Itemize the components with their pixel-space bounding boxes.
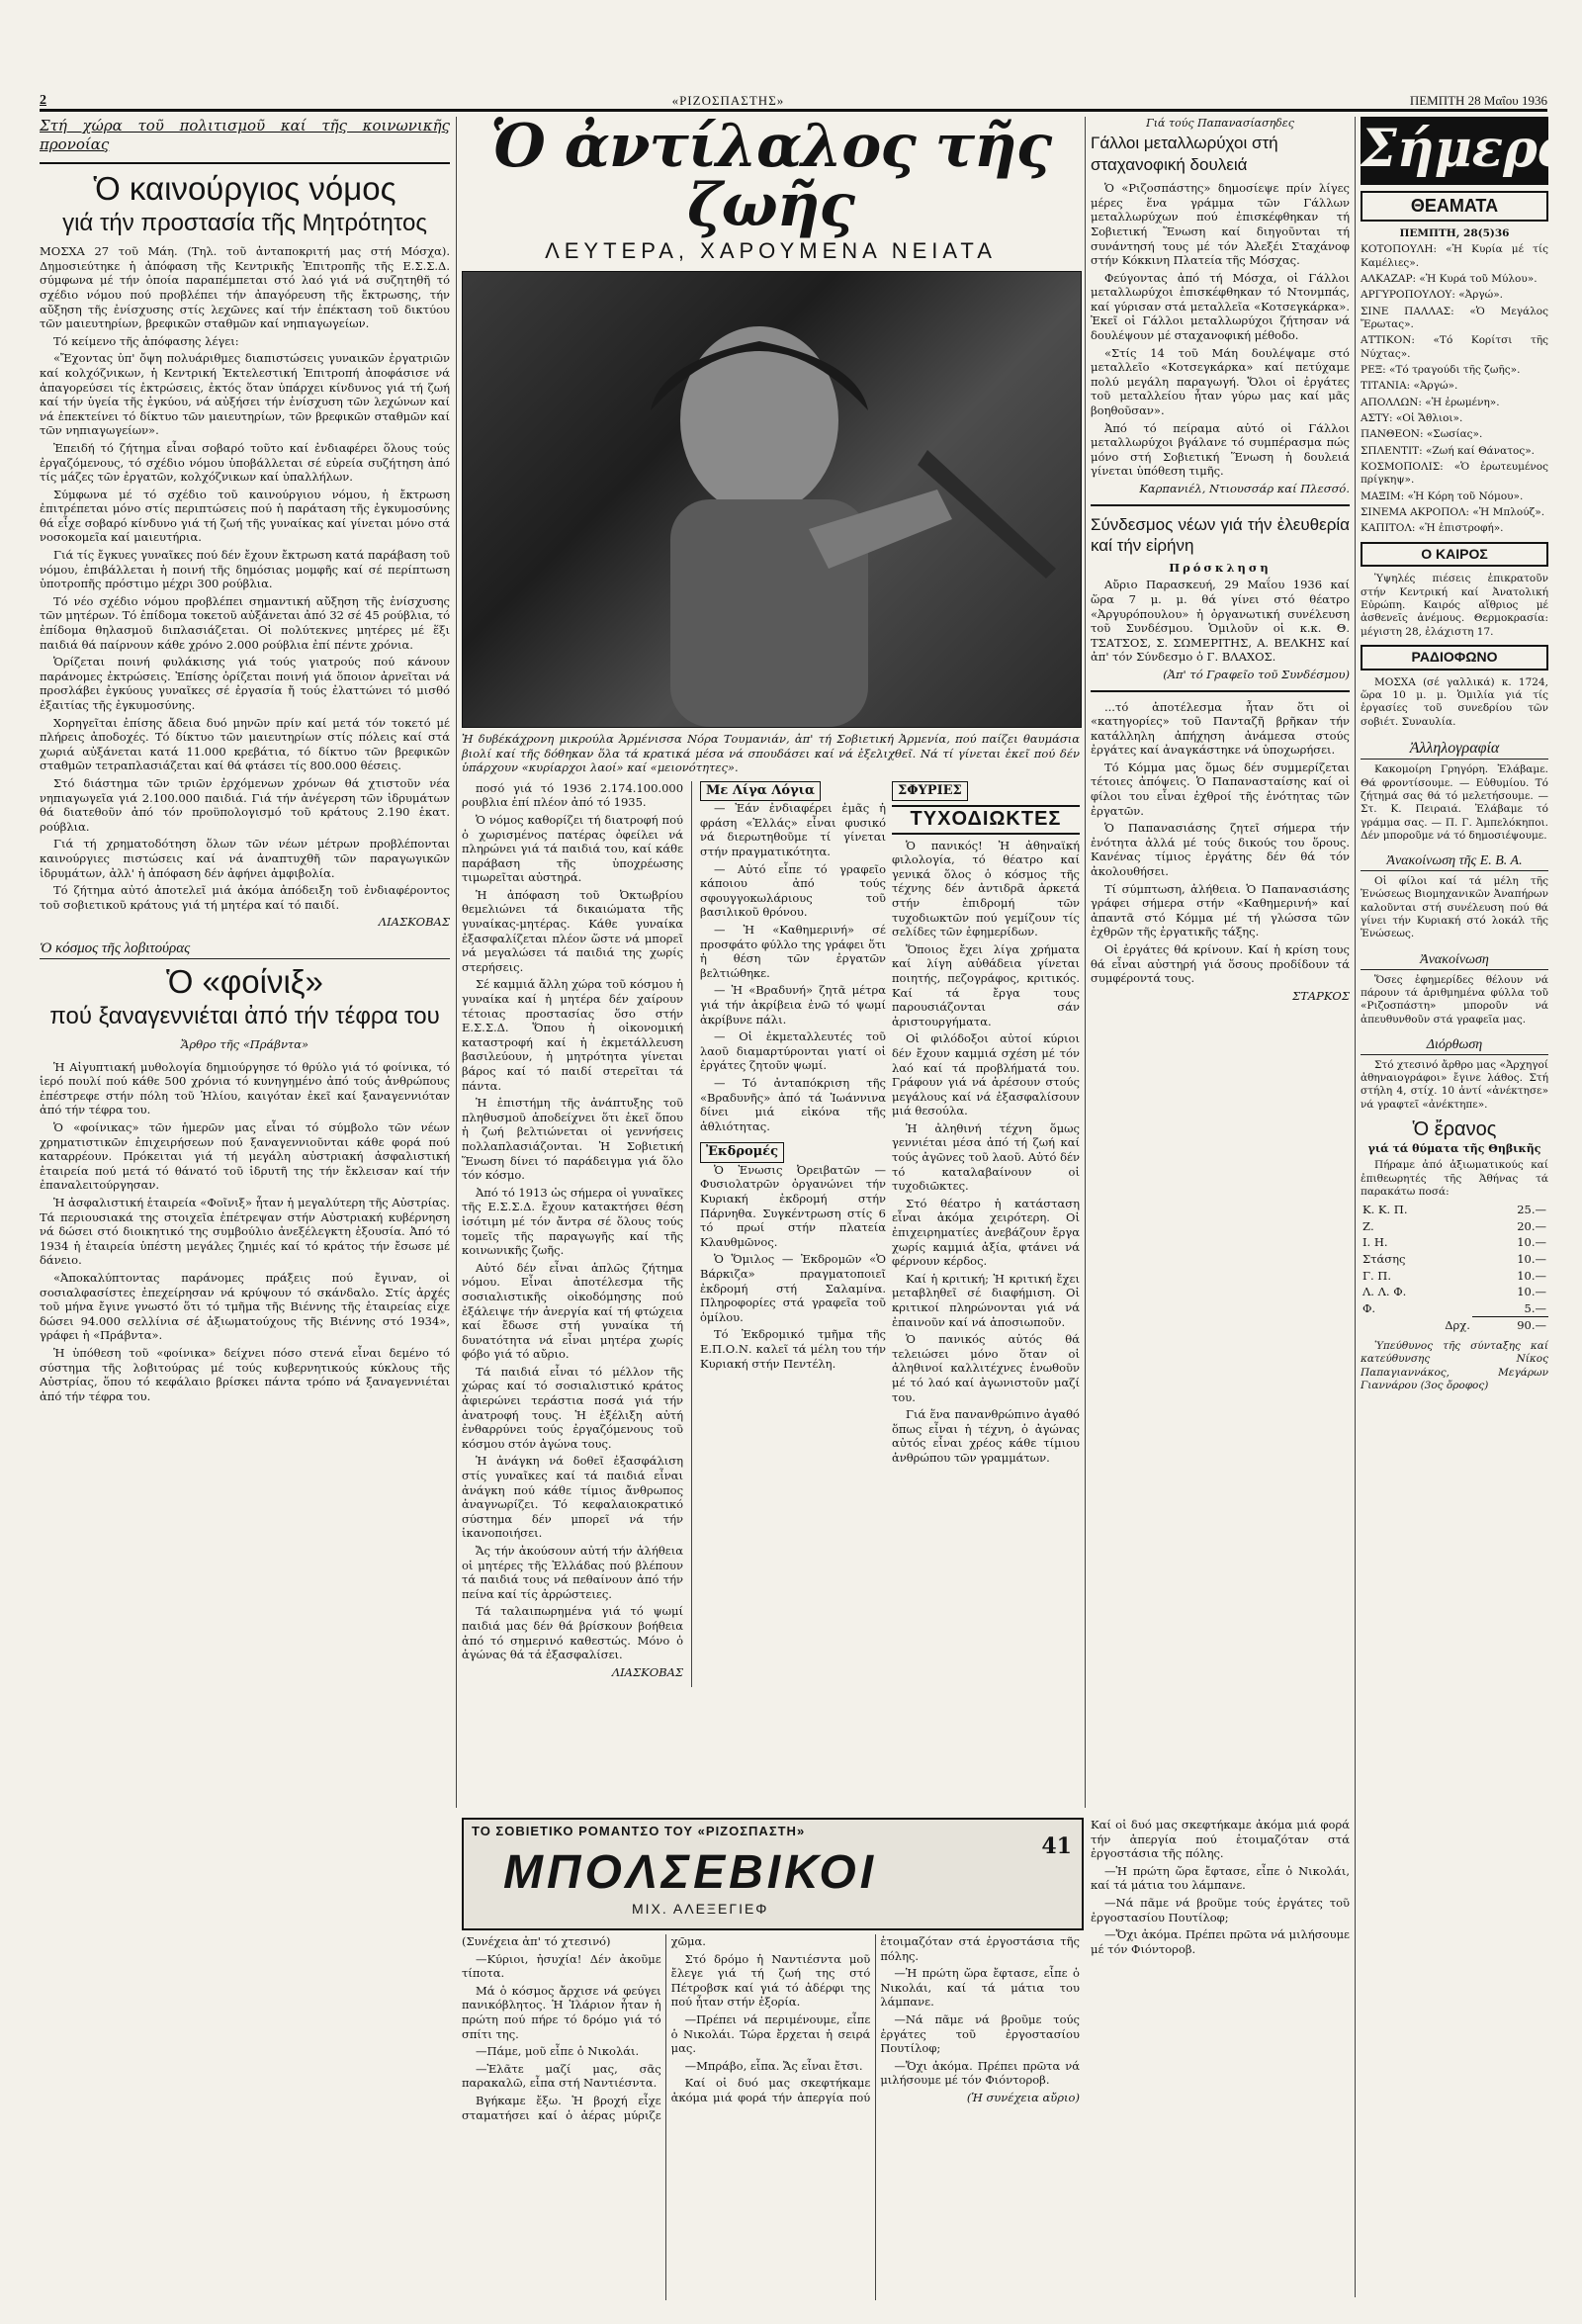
- listing-item: ΣΙΝΕΜΑ ΑΚΡΟΠΟΛ: «Ἡ Μπλούζ».: [1361, 505, 1545, 518]
- paragraph: Ὁρίζεται ποινή φυλάκισης γιά τούς γιατρούς πού κάνουν παράνομες ἐκτρώσεις. Ἐπίσης ὁρίζεται ποινή γιά ὅποιον ἀρνεῖται νά προσλάβει ἐγκύους γυναῖκες σέ ἐργασία ἤ τούς ἐλαττώνει τό μισθό ἐξαιτίας τῆς ἐγκυμοσύνης.: [40, 655, 450, 713]
- paragraph: Αὐτό δέν εἶναι ἁπλῶς ζήτημα νόμου. Εἶναι ἀποτέλεσμα τῆς σοσιαλιστικῆς οἰκοδόμησης πού ἐξάλειψε τήν ἀνεργία καί τή φτώχεια καί ἔδωσε στή γυναίκα τή δυνατότητα νά εἶναι μητέρα χωρίς φόβο γιά τό αὔριο.: [462, 1260, 684, 1362]
- column-divider: [1355, 117, 1356, 2297]
- paragraph: Χορηγεῖται ἐπίσης ἄδεια δυό μηνῶν πρίν καί μετά τόν τοκετό μέ πλήρεις ἀποδοχές. Τό δίκτυο τῶν μαιευτηρίων στίς πόλεις καί στά χωριά αὐξάνεται κατά 11.000 κρεβάτια, τό δίκτυο τῶν βρεφικῶν σταθμῶν τετραπλασιάζεται καί θά φτάσει τίς 800.000 θέσεις.: [40, 715, 450, 773]
- paragraph: Ἡ ἀσφαλιστική ἑταιρεία «Φοῖνιξ» ἦταν ἡ μεγαλύτερη τῆς Αὐστρίας. Τά περιουσιακά της στοιχεῖα ἐπέτρεψαν στήν Αὐστριακή κυβέρνηση νά δώσει στό διοικητικό της συμβούλιο ἀνεξέλεγκτη ἐξουσία. Ἀπό τό 1934 ἡ ἑταιρεία ὑπέστη μεγάλες ζημιές καί τό κράτος τήν ἔσωσε μέ δάνειο.: [40, 1196, 450, 1268]
- paragraph: —Ὄχι ἀκόμα. Πρέπει πρῶτα νά μιλήσουμε μέ τόν Φιόντοροβ.: [1091, 1927, 1350, 1956]
- divider: [1091, 690, 1350, 692]
- brief-item: Ὁ Ὅμιλος — Ἐκδρομῶν «Ὁ Βάρκιζα» πραγματοποιεῖ ἐκδρομή στή Σαλαμίνα. Πληροφορίες στά γραφεῖα τοῦ ὁμίλου.: [700, 1252, 886, 1324]
- listing-item: ΚΑΠΙΤΟΛ: «Ἡ ἐπιστροφή».: [1361, 522, 1504, 535]
- weather-heading: Ο ΚΑΙΡΟΣ: [1361, 542, 1548, 568]
- paragraph: Στό θέατρο ἡ κατάσταση εἶναι ἀκόμα χειρότερη. Οἱ ἐπιχειρηματίες ἀνεβάζουν ἔργα χωρίς καμμιά ἀξία, φτάνει νά φέρνουν κέρδος.: [892, 1196, 1080, 1269]
- article-subhead: Πρόσκληση: [1169, 560, 1272, 575]
- paragraph: —Πρέπει νά περιμένουμε, εἶπε ὁ Νικολάι. Τώρα ἔρχεται ἡ σειρά μας.: [670, 2011, 871, 2056]
- paragraph: Ὁ «Ριζοσπάστης» δημοσίεψε πρίν λίγες μέρες ἕνα γράμμα τῶν Γάλλων μεταλλωρύχων πού ἐπισκέφθηκαν τή Σοβιετική Ἕνωση καί διηγοῦνται τή συνάντησή τους μέ τόν Ἀλεξέι Σταχάνοφ στήν Κόκκινη Πλατεία τῆς Μόσχας.: [1091, 181, 1350, 268]
- column-2-lower: [462, 781, 1080, 1688]
- paragraph: —Ἐλᾶτε μαζί μας, σᾶς παρακαλῶ, εἶπα στή Ναντιέσντα.: [462, 2061, 661, 2091]
- table-row: [1361, 1300, 1548, 1317]
- brief-item: — Τό ἀνταπόκριση τῆς «Βραδυνῆς» ἀπό τά Ἰωάννινα δίνει μιά εἰκόνα τῆς ἀθλιότητας.: [700, 1075, 886, 1133]
- table-row: [1361, 1251, 1548, 1268]
- listing-item: ΡΕΞ: «Τό τραγούδι τῆς ζωῆς».: [1361, 364, 1521, 376]
- paragraph: Τό νέο σχέδιο νόμου προβλέπει σημαντική αὔξηση τῆς ἐνίσχυσης τῶν μητέρων. Τό ἐπίδομα τοκετοῦ αὐξάνεται ἀπό 32 σέ 45 ρούβλια, τό ἐπίδομα θηλασμοῦ διπλασιάζεται. Οἱ πολύτεκνες μητέρες μέ ἕξι παιδιά θά παίρνουν κάθε χρόνο 2.000 ρούβλια ἐπί πέντε χρόνια.: [40, 593, 450, 652]
- listing-item: ΑΡΓΥΡΟΠΟΥΛΟΥ: «Ἀργώ».: [1361, 289, 1504, 302]
- feature-box: [892, 781, 1080, 1469]
- radio-heading: ΡΑΔΙΟΦΩΝΟ: [1361, 645, 1548, 670]
- paragraph: Γιά ἕνα πανανθρώπινο ἀγαθό ὅπως εἶναι ἡ τέχνη, ὁ ἀγώνας αὐτός εἶναι χρέος κάθε τίμιου ἀνθρώπου τῶν γραμμάτων.: [892, 1407, 1080, 1465]
- paragraph: Τό ζήτημα αὐτό ἀποτελεῖ μιά ἀκόμα ἀπόδειξη τοῦ ἐνδιαφέροντος τοῦ σοβιετικοῦ κράτους γιά τή μητέρα καί τό παιδί.: [40, 883, 450, 912]
- editor-note: Ὑπεύθυνος τῆς σύνταξης καί κατεύθυνσης Νίκος Παπαγιαννάκος, Μεγάρων Γιαννάρου (3ος ὄροφος): [1361, 1340, 1548, 1392]
- section-source: Ἄρθρο τῆς «Πράβντα»: [180, 1037, 309, 1052]
- brief-item: — Ἡ «Καθημερινή» σέ προσφάτο φύλλο της γράφει ὅτι ἡ θέση τῶν ἐργατῶν βελτιώθηκε.: [700, 922, 886, 980]
- paragraph: Γιά τή χρηματοδότηση ὅλων τῶν νέων μέτρων προβλέπονται καινούργιες πιστώσεις καί νά ἀναπτυχθῆ τῶν παραγωγικῶν ἱδρυμάτων, ἀλλ' ἡ ἀπόφαση δέν ἀφήνει ἀμφιβολία.: [40, 837, 450, 880]
- theatre-heading: ΘΕΑΜΑΤΑ: [1361, 191, 1548, 222]
- paragraph: Ἀπό τό 1913 ὡς σήμερα οἱ γυναῖκες τῆς Ε.Σ.Σ.Δ. ἔχουν κατακτήσει θέση ἰσότιμη μέ τόν ἄντρα σέ ὅλους τούς τομεῖς τῆς παραγωγῆς καί τῆς κοινωνικῆς ζωῆς.: [462, 1185, 684, 1258]
- photo-feature-title: Ὁ ἀντίλαλος τῆς ζωῆς: [489, 112, 1052, 240]
- donor-name: Γ. Π.: [1362, 1268, 1391, 1283]
- paragraph: Στό δρόμο ἡ Ναντιέσντα μοῦ ἔλεγε γιά τή ζωή της στό Πέτροβσκ καί γιά τό ἀδέρφι της πού ἦταν στήν ἐξορία.: [670, 1951, 871, 2010]
- paragraph: (Συνέχεια ἀπ' τό χτεσινό): [462, 1934, 611, 1948]
- article-headline: Γάλλοι μεταλλωρύχοι στή σταχανοφική δουλειά: [1091, 133, 1278, 174]
- paragraph: Φεύγοντας ἀπό τή Μόσχα, οἱ Γάλλοι μεταλλωρύχοι ἐπισκέφθηκαν τό Ντονμπάς, καί γύρισαν στά μεταλλεῖα «Κοτσεγκάρκα». Ἐκεῖ οἱ Γάλλοι μεταλλωρύχοι ζήτησαν νά δουλέψουν μέ σταχανοφική μέθοδο.: [1091, 270, 1350, 343]
- donor-name: Φ.: [1362, 1301, 1376, 1316]
- paper-name: «ΡΙΖΟΣΠΑΣΤΗΣ»: [671, 93, 785, 108]
- donor-name: Στάσης: [1362, 1252, 1406, 1267]
- article-byline: ΛΙΑΣΚΟΒΑΣ: [378, 915, 450, 930]
- serial-author: ΜΙΧ. ΑΛΕΞΕΓΙΕΦ: [632, 1901, 769, 1917]
- paragraph: «Στίς 14 τοῦ Μάη δουλέψαμε στό μεταλλεῖο «Κοτσεγκάρκα» καί πετύχαμε πολύ μεγάλη παραγωγή. Ὅλοι οἱ ἐργάτες τοῦ μεταλλείου ἦταν γύρω μας καί μᾶς βοηθοῦσαν».: [1091, 345, 1350, 418]
- paragraph: —Ἡ πρώτη ὥρα ἔφτασε, εἶπε ὁ Νικολάι, καί τά μάτια του λάμπανε.: [1091, 1863, 1350, 1893]
- paragraph: —Πάμε, μοῦ εἶπε ὁ Νικολάι.: [476, 2044, 640, 2059]
- paragraph: Τό Κόμμα μας ὅμως δέν συμμερίζεται τέτοιες ἀπόψεις. Ὁ Παπανασταίσης καί οἱ φίλοι του εἶναι ἐχθροί τῆς ἑνότητας τῶν ἐργατῶν.: [1091, 760, 1350, 818]
- paragraph: «Ἀποκαλύπτοντας παράνομες πράξεις πού ἔγιναν, οἱ σοσιαλφασίστες ἐπεχείρησαν νά κρύψουν τό σκάνδαλο. Στίς ἀρχές τοῦ μήνα ἔγινε γνωστό ὅτι τό τμῆμα τῆς Βιέννης τῆς ἑταιρείας εἶχε δώσει 94.000 σελλίνια σέ ἀξιωματούχους τῆς Βιέννης στό 1934», γράφει ἡ «Πράβντα».: [40, 1270, 450, 1343]
- column-2: [462, 112, 1080, 1808]
- fund-subheading: γιά τά θύματα τῆς Θηβικῆς: [1367, 1142, 1541, 1156]
- correction-heading: Διόρθωση: [1361, 1036, 1548, 1055]
- paragraph: Τά ταλαιπωρημένα γιά τό ψωμί παιδιά μας δέν θά βρίσκουν βοήθεια ἀπό τό σημερινό καθεστώς. Μόνο ὁ ἀγώνας θά τά ἐξασφαλίσει.: [462, 1604, 684, 1662]
- paragraph: Καί οἱ δυό μας σκεφτήκαμε ἀκόμα μιά φορά τήν ἀπεργία πού ἑτοιμαζόταν στά ἐργοστάσια τῆς πόλης.: [1091, 1818, 1350, 1861]
- listing-item: ΑΤΤΙΚΟΝ: «Τό Κορίτσι τῆς Νύχτας».: [1361, 334, 1548, 360]
- article-headline: Ὁ καινούργιος νόμος: [93, 170, 396, 208]
- today-banner: Σήμερα: [1361, 117, 1548, 185]
- donor-amount: 10.—: [1517, 1235, 1546, 1250]
- donor-name: Λ. Λ. Φ.: [1362, 1285, 1407, 1299]
- brief-item: Τό Ἐκδρομικό τμῆμα τῆς Ε.Π.Ο.Ν. καλεῖ τά μέλη του τήν Κυριακή στήν Πεντέλη.: [700, 1327, 886, 1371]
- announcement-heading: Ἀνακοίνωση τῆς Ε. Β. Α.: [1361, 852, 1548, 871]
- table-total-row: [1361, 1317, 1548, 1334]
- table-row: [1361, 1234, 1548, 1251]
- few-words-heading: Με Λίγα Λόγια: [700, 781, 821, 802]
- article-byline: ΣΤΑΡΚΟΣ: [1292, 988, 1350, 1003]
- theatre-date: ΠΕΜΠΤΗ, 28(5)36: [1399, 227, 1510, 240]
- serial-episode-number: 41: [1041, 1833, 1072, 1859]
- news-briefs-row: [700, 781, 1080, 1469]
- table-row: [1361, 1268, 1548, 1285]
- paragraph: Ἡ ἀληθινή τέχνη ὅμως γεννιέται μέσα ἀπό τή ζωή καί τούς ἀγῶνες τοῦ λαοῦ. Αὐτό δέν τό καταλαβαίνουν οἱ τυχοδιῶκτες.: [892, 1120, 1080, 1194]
- page-number: 2: [40, 93, 46, 108]
- column-divider: [1085, 117, 1086, 1808]
- donor-amount: 5.—: [1524, 1300, 1546, 1315]
- article-kicker: Στή χώρα τοῦ πολιτισμοῦ καί τῆς κοινωνικῆς προνοίας: [40, 117, 450, 154]
- escapes-heading: Ἐκδρομές: [700, 1142, 784, 1163]
- listing-item: ΣΠΛΕΝΤΙΤ: «Ζωή καί Θάνατος».: [1361, 444, 1536, 457]
- paragraph: (Ἡ συνέχεια αὔριο): [966, 2090, 1080, 2104]
- donor-amount: 10.—: [1517, 1252, 1546, 1267]
- paragraph: Μά ὁ κόσμος ἄρχισε νά φεύγει πανικόβλητος. Ἡ Ἰλάριον ἦταν ἡ πρώτη πού πήρε τό δρόμο γιά τό σπίτι της.: [462, 1983, 661, 2041]
- paragraph: —Μπράβο, εἶπα. Ἄς εἶναι ἔτσι.: [684, 2058, 863, 2073]
- issue-date: ΠΕΜΠΤΗ 28 Μαΐου 1936: [1409, 93, 1547, 108]
- letters-heading: Ἀλληλογραφία: [1361, 739, 1548, 760]
- article-byline: ΛΙΑΣΚΟΒΑΣ: [611, 1664, 684, 1679]
- few-words-box: [700, 781, 886, 1469]
- column-4: [1361, 117, 1577, 2297]
- feature-headline: ΤΥΧΟΔΙΩΚΤΕΣ: [892, 805, 1080, 834]
- paragraph: Ὅποιος ἔχει λίγα χρήματα καί λίγη αὐθάδεια γίνεται ποιητής, πεζογράφος, κριτικός. Καί τά ἔργα τους παρουσιάζονται σάν ἀριστουργήματα.: [892, 941, 1080, 1028]
- donor-amount: 10.—: [1517, 1268, 1546, 1283]
- section-subhead: πού ξαναγεννιέται ἀπό τήν τέφρα του: [49, 1002, 440, 1029]
- article-headline: Σύνδεσμος νέων γιά τήν ἐλευθερία καί τήν εἰρήνη: [1091, 514, 1350, 556]
- brief-item: — Οἱ ἐκμεταλλευτές τοῦ λαοῦ διαμαρτύρονται γιατί οἱ ἐργάτες ζητοῦν ψωμί.: [700, 1029, 886, 1073]
- portrait-photo: [462, 271, 1082, 728]
- serial-text: [462, 1934, 1080, 2300]
- paragraph: Καί οἱ δυό μας σκεφτήκαμε ἀκόμα μιά φορά τήν ἀπεργία πού ἑτοιμαζόταν στά ἐργοστάσια τῆς πόλης.: [670, 1934, 1080, 2104]
- feature-label: ΣΦΥΡΙΕΣ: [892, 781, 968, 802]
- photo-caption: Ἡ δυβέκάχρονη μικρούλα Ἀρμένισσα Νόρα Τουμανιάν, ἀπ' τή Σοβιετική Ἀρμενία, πού παίζει θαυμάσια βιολί καί τῆς δόθηκαν ὅλα τά κρατικά μέσα νά σπουδάσει καί νά ἐξελιχθεῖ. Νά τί γίνεται ἐκεῖ πού δέν ὑπάρχουν «κυρίαρχοι λαοί» καί «μειονότητες».: [462, 731, 1080, 775]
- photo-feature-subtitle: ΛΕΥΤΕΡΑ, ΧΑΡΟΥΜΕΝΑ ΝΕΙΑΤΑ: [545, 238, 997, 263]
- donor-amount: 10.—: [1517, 1285, 1546, 1299]
- listing-item: ΤΙΤΑΝΙΑ: «Ἀργώ».: [1361, 380, 1458, 393]
- total-amount: 90.—: [1472, 1317, 1548, 1334]
- donor-amount: 25.—: [1517, 1203, 1546, 1217]
- paragraph: Γιά τίς ἔγκυες γυναῖκες πού δέν ἔχουν ἔκτρωση κατά παράβαση τοῦ νόμου, ἐπιβάλλεται ἡ ποινή τῆς δημόσιας μομφῆς καί σέ περίπτωση ὑποτροπῆς πρόστιμο μέχρι 300 ρούβλια.: [40, 548, 450, 591]
- photo-silhouette-icon: [463, 272, 1081, 727]
- paragraph: Ἡ ἀπόφαση τοῦ Ὀκτωβρίου θεμελιώνει τά δικαιώματα τῆς γυναίκας-μητέρας. Κάθε γυναίκα ἐξασφαλίζεται πλέον ὥστε νά μπορεῖ νά μεγαλώσει τά παιδιά της χωρίς στερήσεις.: [462, 887, 684, 974]
- brief-item: Ὁ Ἑνωσις Ὀρειβατῶν — Φυσιολατρῶν ὀργανώνει τήν Κυριακή ἐκδρομή στήν Πάρνηθα. Συγκέντρωση στίς 6 τό πρωί στήν πλατεία Κλαυθμῶνος.: [700, 1162, 886, 1249]
- paragraph: —Νά πᾶμε νά βροῦμε τούς ἐργάτες τοῦ ἐργοστασίου Πουτίλοφ;: [880, 2011, 1080, 2056]
- paragraph: Ἀπό τό πείραμα αὐτό οἱ Γάλλοι μεταλλωρύχοι βγάλανε τό συμπέρασμα πώς μόνο στή Σοβιετική Ἕνωση ἡ δουλειά γίνεται ὑπόθεση τιμῆς.: [1091, 420, 1350, 479]
- paragraph: Βγήκαμε ἔξω. Ἡ βροχή εἶχε σταματήσει καί ὁ ἀέρας μύριζε χῶμα.: [462, 1934, 706, 2122]
- paragraph: Ἐπειδή τό ζήτημα εἶναι σοβαρό τοῦτο καί ἐνδιαφέρει ὅλους τούς ἐργαζόμενους, τό σχέδιο νόμου ὑποβάλλεται σέ εὐρεία συζήτηση ἀπό τίς μάζες τῶν ἐργατῶν, κολχόζνικων καί ὑπαλλήλων.: [40, 440, 450, 485]
- brief-item: — Αὐτό εἶπε τό γραφεῖο κάποιου ἀπό τούς σφουγγοκωλάριους τοῦ βασιλικοῦ θρόνου.: [700, 861, 886, 920]
- column-2-right: [700, 781, 1080, 1688]
- column-3: [1091, 117, 1350, 1808]
- fund-intro: Πήραμε ἀπό ἀξιωματικούς καί ἐπιθεωρητές τῆς Ἀθήνας τά παρακάτω ποσά:: [1361, 1159, 1548, 1198]
- paragraph: Ἄς τήν ἀκούσουν αὐτή τήν ἀλήθεια οἱ μητέρες τῆς Ἑλλάδας πού βλέπουν τά παιδιά τους νά πεθαίνουν ἀπό τήν πείνα καί τίς ἀρρώστειες.: [462, 1544, 684, 1601]
- paragraph: ΜΟΣΧΑ 27 τοῦ Μάη. (Τηλ. τοῦ ἀνταποκριτή μας στή Μόσχα). Δημοσιεύτηκε ἡ ἀπόφαση τῆς Κεντρικῆς Ἐπιτροπῆς τῆς Ε.Σ.Σ.Δ. σύμφωνα μέ τήν ὁποία παραπέμπεται στό λαό γιά νά συζητηθῆ τό σχέδιο νόμου πού προβλέπει τήν ἀπαγόρευση τῆς ἔκτρωσης, τήν αὔξηση τῆς ἐνίσχυσης στίς λεχῶνες καί τήν ἐπέκταση τοῦ δικτύου τῶν μαιευτηρίων, βρεφικῶν σταθμῶν καί νηπιαγωγείων.: [40, 244, 450, 331]
- listing-item: ΜΑΞΙΜ: «Ἡ Κόρη τοῦ Νόμου».: [1361, 490, 1524, 502]
- listing-item: ΣΙΝΕ ΠΑΛΛΑΣ: «Ὁ Μεγάλος Ἔρωτας».: [1361, 305, 1548, 331]
- listing-item: ΚΟΤΟΠΟΥΛΗ: «Ἡ Κυρία μέ τίς Καμέλιες».: [1361, 243, 1548, 269]
- paragraph: —Νά πᾶμε νά βροῦμε τούς ἐργάτες τοῦ ἐργοστασίου Πουτίλοφ;: [1091, 1895, 1350, 1924]
- fund-table: [1361, 1202, 1548, 1334]
- paragraph: Ὁ πανικός! Ἡ ἀθηναϊκή φιλολογία, τό θέατρο καί γενικά ὅλος ὁ κόσμος τῆς τέχνης δέν ἀντιδρᾶ ἀρκετά στήν ἐπιδρομή τῶν τυχοδιωκτῶν πού γεμίζουν τίς σελίδες τῶν ἐφημερίδων.: [892, 838, 1080, 939]
- donor-amount: 20.—: [1517, 1218, 1546, 1233]
- article-body: [40, 244, 450, 912]
- column-3-bottom: [1091, 1818, 1350, 2300]
- paragraph: Οἱ φιλόδοξοι αὐτοί κύριοι δέν ἔχουν καμμιά σχέση μέ τόν λαό καί τά προβλήματά του. Γράφουν γιά νά ἀρέσουν στούς μεγάλους καί νά ἐξασφαλίσουν μιά θεσούλα.: [892, 1031, 1080, 1118]
- section-kicker: Ὁ κόσμος τῆς λοβιτούρας: [40, 939, 450, 959]
- paragraph: Σύμφωνα μέ τό σχέδιο τοῦ καινούργιου νόμου, ἡ ἔκτρωση ἐπιτρέπεται μόνο στίς περιπτώσεις πού ἡ παράταση τῆς ἐγκυμοσύνης θά εἶχε σοβαρό κίνδυνο γιά τή ζωή τῆς γυναίκας καί γίνεται μόνο στά νοσοκομεῖα καί μαιευτήρια.: [40, 487, 450, 545]
- serial-title: ΜΠΟΛΣΕΒΙΚΟΙ: [503, 1846, 878, 1899]
- total-label: Δρχ.: [1445, 1318, 1470, 1333]
- paragraph: ποσό γιά τό 1936 2.174.100.000 ρουβλια ἐπί πλέον ἀπό τό 1935.: [462, 780, 684, 810]
- paragraph: Ὁ Παπανασιάσης ζητεῖ σήμερα τήν ἐνότητα ἀλλά μέ τούς δικούς του ὅρους. Κανένας τίμιος ἐργάτης δέν θά τόν ἀκολουθήσει.: [1091, 821, 1350, 879]
- listing-item: ΑΣΤΥ: «Οἱ Ἄθλιοι».: [1361, 411, 1463, 424]
- divider: [40, 162, 450, 164]
- paragraph: Οἱ ἐργάτες θά κρίνουν. Καί ἡ κρίση τους θά εἶναι αὐστηρή γιά ὅσους προδίδουν τά συμφέροντά τους.: [1091, 942, 1350, 986]
- table-row: [1361, 1202, 1548, 1218]
- column-2-left: [462, 781, 683, 1688]
- paragraph: Τά παιδιά εἶναι τό μέλλον τῆς χώρας καί τό σοσιαλιστικό κράτος ἀφιερώνει τεράστια ποσά γιά τήν ἀνατροφή τους. Ἡ ἐξέλιξη αὐτή ἐνθαρρύνει τούς ἐργαζόμενους τοῦ κόσμου στόν ἀγώνα τους.: [462, 1364, 684, 1451]
- weather-text: Ὑψηλές πιέσεις ἐπικρατοῦν στήν Κεντρική καί Ἀνατολική Εὐρώπη. Καιρός αἴθριος μέ ἀσθενεῖς ἀνέμους. Θερμοκρασία: μέγιστη 28, ἐλάχιστη 17.: [1361, 573, 1548, 638]
- brief-item: — Ἡ «Βραδυνή» ζητᾶ μέτρα γιά τήν ἀκρίβεια ἐνῶ τό ψωμί ἀκρίβυνε πάλι.: [700, 983, 886, 1027]
- paragraph: (Ἀπ' τό Γραφεῖο τοῦ Συνδέσμου): [1163, 667, 1350, 681]
- listing-item: ΠΑΝΘΕΟΝ: «Σωσίας».: [1361, 428, 1483, 441]
- paragraph: Στό διάστημα τῶν τριῶν ἐρχόμενων χρόνων θά χτιστοῦν νέα νηπιαγωγεῖα γιά 2.100.000 παιδιά. Γιά τήν ἀνέγερση τῶν ἱδρυμάτων θά διατεθοῦν ἀπό τόν προϋπολογισμό τοῦ κράτους 2.190 ἑκατ. ρούβλια.: [40, 775, 450, 834]
- correction-text: Στό χτεσινό ἄρθρο μας «Ἀρχηγοί ἀθηναιογράφοι» ἔγινε λάθος. Στή στήλη 4, στίχ. 10 ἀντί «ἀνέκτησε» νά γραφτεῖ «ἀνέκτηπε».: [1361, 1058, 1548, 1111]
- announcement-text: Οἱ φίλοι καί τά μέλη τῆς Ἑνώσεως Βιομηχανικῶν Ἀναπήρων καλοῦνται στή συνέλευση πού θά γίνει τήν Κυριακή στό λοκάλ τῆς Ἑνώσεως.: [1361, 875, 1548, 940]
- serial-banner: [462, 1818, 1084, 1930]
- paragraph: Σέ καμμιά ἄλλη χώρα τοῦ κόσμου ἡ γυναίκα καί ἡ μητέρα δέν χαίρουν τέτοιας προστασίας ὅσο στήν Ε.Σ.Σ.Δ. Ὅπου ἡ οἰκονομική καταστροφή καί ἡ ἐκμετάλλευση βασιλεύουν, ἡ μητρότητα γίνεται βάρος καί τό παιδί στερεῖται τά πάντα.: [462, 977, 684, 1093]
- radio-text: ΜΟΣΧΑ (σέ γαλλικά) κ. 1724, ὥρα 10 μ. μ. Ὁμιλία γιά τίς ἐργασίες τοῦ συνεδρίου τῶν σοβιέτ. Συναυλία.: [1361, 675, 1548, 728]
- paragraph: Τό κείμενο τῆς ἀπόφασης λέγει:: [53, 333, 239, 348]
- paragraph: Ὁ «φοίνικας» τῶν ἡμερῶν μας εἶναι τό σύμβολο τῶν νέων χρηματιστικῶν ἐπιχειρήσεων πού ξαναγεννιοῦνται κάθε φορά πού καταρρέουν. Πρόκειται γιά τή μεγάλη αὐστριακή ἀσφαλιστική ἑταιρεία πού μετά τό θάνατό τοῦ ἱδρυτῆ της τήν ἔκλεισαν καί τήν ἐπαναλειτούργησαν.: [40, 1120, 450, 1193]
- article-signature: Καρπανιέλ, Ντιουσσάρ καί Πλεσσό.: [1139, 482, 1350, 495]
- article-kicker: Γιά τούς Παπανασίασηδες: [1146, 117, 1294, 130]
- paragraph: ...τό ἀποτέλεσμα ἦταν ὅτι οἱ «κατηγορίες» τοῦ Πανταζῆ βρῆκαν τήν κατάλληλη ἀπήχηση ἀνάμεσα στούς ἐργάτες καί ἀναγκάστηκε νά ὑποχωρήσει.: [1091, 699, 1350, 758]
- paragraph: Τί σύμπτωση, ἀλήθεια. Ὁ Παπανασιάσης γράφει σήμερα στήν «Καθημερινή» καί ἀπαντᾶ στό Κόμμα μέ τή γλώσσα τῶν ἐχθρῶν τῆς ἐργατικῆς τάξης.: [1091, 881, 1350, 939]
- table-row: [1361, 1218, 1548, 1235]
- paragraph: «Ἔχοντας ὑπ' ὄψη πολυάριθμες διαπιστώσεις γυναικῶν ἐργατριῶν καί κολχόζνικων, ἡ Κεντρική Ἐκτελεστική Ἐπιτροπή ἀποφάσισε νά ἀπαγορεύσει τίς ἐκτρώσεις, ἐκτός ὅταν ὑπάρχει κίνδυνος γιά τή ζωή καί τήν ὑγεία τῆς ἐγκύου, νά αὐξήσει τήν ἐνίσχυση τῶν λεχώνων καί νά ἐπεκτείνει τό δίκτυο τῶν μαιευτηρίων, τῶν βρεφικῶν σταθμῶν καί τῶν νηπιαγωγείων».: [40, 351, 450, 438]
- announcement-heading: Ἀνακοίνωση: [1361, 951, 1548, 970]
- paragraph: Ἡ ἀνάγκη νά δοθεῖ ἐξασφάλιση στίς γυναῖκες καί τά παιδιά εἶναι ἀνάγκη πού κάθε τίμιος ἄνθρωπος ἀναγνωρίζει. Τό κεφαλαιοκρατικό σύστημα δέν μπορεῖ νά τήν ἱκανοποιήσει.: [462, 1454, 684, 1541]
- listing-item: ΚΟΣΜΟΠΟΛΙΣ: «Ὁ ἐρωτευμένος πρίγκηψ».: [1361, 460, 1548, 487]
- paragraph: Ἡ ἐπιστήμη τῆς ἀνάπτυξης τοῦ πληθυσμοῦ ἀποδείχνει ὅτι ἐκεῖ ὅπου ἡ ζωή βελτιώνεται οἱ γεννήσεις πολλαπλασιάζονται. Ἡ Σοβιετική Ἕνωση δίνει τό παράδειγμα γιά ὅλο τόν κόσμο.: [462, 1096, 684, 1183]
- paragraph: Ἡ ὑπόθεση τοῦ «φοίνικα» δείχνει πόσο στενά εἶναι δεμένο τό σύστημα τῆς λοβιτούρας μέ τούς κυβερνητικούς κύκλους τῆς Αὐστρίας, ὅπου τό κεφάλαιο βρίσκει πάντα τρόπο νά ξαναγεννιέται ἀπό τήν τέφρα του.: [40, 1345, 450, 1403]
- fund-heading: Ὁ ἔρανος: [1412, 1117, 1497, 1140]
- paragraph: —Ὄχι ἀκόμα. Πρέπει πρῶτα νά μιλήσουμε μέ τόν Φιόντοροβ.: [880, 2058, 1080, 2088]
- paragraph: Ὁ νόμος καθορίζει τή διατροφή πού ὀ χωρισμένος πατέρας ὀφείλει νά πληρώνει γιά τά παιδιά του, καί κάθε παράβαση τῆς ὑποχρέωσης τιμωρεῖται αὐστηρά.: [462, 812, 684, 885]
- column-divider: [456, 117, 457, 1808]
- announcement-text: Ὅσες ἐφημερίδες θέλουν νά πάρουν τά ἀριθμημένα φύλλα τοῦ «Ριζοσπάστη» μποροῦν νά ἀπευθυνθοῦν στά γραφεῖα μας.: [1361, 973, 1548, 1026]
- serial-kicker: ΤΟ ΣΟΒΙΕΤΙΚΟ ΡΟΜΑΝΤΣΟ ΤΟΥ «ΡΙΖΟΣΠΑΣΤΗ»: [472, 1824, 806, 1838]
- table-row: [1361, 1284, 1548, 1300]
- divider: [1091, 504, 1350, 506]
- brief-item: — Ἐάν ἐνδιαφέρει ἐμᾶς ἡ φράση «Ἑλλάς» εἶναι φυσικό νά διερωτηθοῦμε τί γίνεται στήν πραγματικότητα.: [700, 801, 886, 858]
- letters-text: Κακομοίρη Γρηγόρη. Ἐλάβαμε. Θά φροντίσουμε. — Εὐθυμίου. Τό ζήτημά σας θά τό μελετήσουμε. — Στ. Κ. Πειραιά. Ἐλάβαμε τό γράμμα σας. — Π. Γ. Ἀμπελόκηποι. Δέν μποροῦμε νά τό δημοσιέψουμε.: [1361, 763, 1548, 843]
- donor-name: Ι. Η.: [1362, 1235, 1388, 1250]
- column-1: [40, 117, 450, 2297]
- paragraph: Καί ἡ κριτική; Ἡ κριτική ἔχει μεταβληθεῖ σέ διαφήμιση. Οἱ κριτικοί πληρώνονται γιά νά ἐπαινοῦν καί νά ἀποσιωποῦν.: [892, 1271, 1080, 1329]
- listing-item: ΑΛΚΑΖΑΡ: «Ἡ Κυρά τοῦ Μύλου».: [1361, 273, 1538, 286]
- section-headline: Ὁ «φοίνιξ»: [166, 962, 323, 1000]
- paragraph: Ὁ πανικός αὐτός θά τελειώσει μόνο ὅταν οἱ ἀληθινοί καλλιτέχνες ἑνωθοῦν μέ τό λαό καί ἀγωνιστοῦν μαζί του.: [892, 1332, 1080, 1404]
- donor-name: Κ. Κ. Π.: [1362, 1203, 1408, 1217]
- listing-item: ΑΠΟΛΛΩΝ: «Ἡ ἐρωμένη».: [1361, 396, 1500, 408]
- paragraph: —Κύριοι, ἡσυχία! Δέν ἀκοῦμε τίποτα.: [462, 1951, 661, 1981]
- column-divider: [691, 781, 692, 1688]
- donor-name: Ζ.: [1362, 1218, 1374, 1233]
- article-subhead: γιά τήν προστασία τῆς Μητρότητος: [62, 209, 427, 236]
- masthead: [40, 87, 1547, 112]
- paragraph: Ἡ Αἰγυπτιακή μυθολογία δημιούργησε τό θρύλο γιά τό φοίνικα, τό ἱερό πουλί πού κάθε 500 χρόνια τό κυνηγημένο ἀπό τούς ἀνθρώπους ἐπέστρεφε στήν πόλη τοῦ Ἡλίου, καιγόταν ἐκεῖ καί ξαναγεννιόταν ἀπό τήν τέφρα του.: [40, 1059, 450, 1117]
- paragraph: —Ἡ πρώτη ὥρα ἔφτασε, εἶπε ὁ Νικολάι, καί τά μάτια του λάμπανε.: [880, 1966, 1080, 2010]
- paragraph: Αὔριο Παρασκευή, 29 Μαΐου 1936 καί ὥρα 7 μ. μ. θά γίνει στό θέατρο «Ἀργυρόπουλου» ἡ ὀργανωτική συνέλευση τοῦ Συνδέσμου. Ὁμιλοῦν οἱ κ.κ. Θ. ΤΣΑΤΣΟΣ, Σ. ΣΩΜΕΡΙΤΗΣ, Α. ΒΕΛΚΗΣ καί ἀπ' τόν Σύνδεσμο ὁ Γ. ΒΛΑΧΟΣ.: [1091, 578, 1350, 665]
